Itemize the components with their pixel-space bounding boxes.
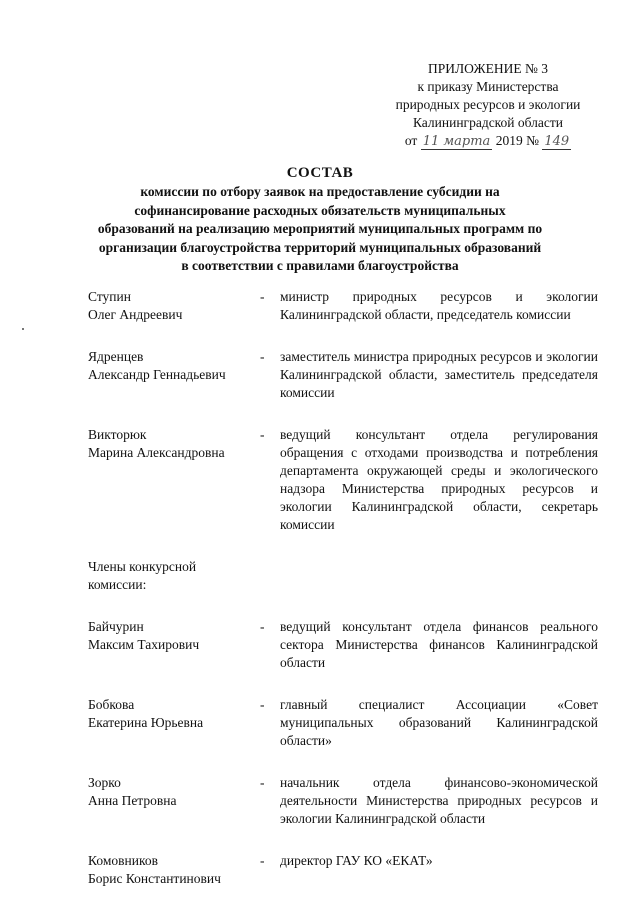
dash-separator: -: [260, 289, 265, 304]
handwritten-order-number: 149: [544, 134, 570, 149]
member-name: [88, 696, 260, 750]
member-surname: Зорко: [88, 775, 121, 790]
roster-entry: [88, 774, 598, 828]
member-role: ведущий консультант отдела финансов реального сектора Министерства финансов Калининградской области: [280, 619, 598, 670]
date-prefix: от: [404, 133, 418, 148]
roster-entry: [88, 426, 598, 534]
subtitle-line: комиссии по отбору заявок на предоставление субсидии на: [140, 184, 500, 199]
appendix-number: ПРИЛОЖЕНИЕ № 3: [427, 61, 549, 76]
member-surname: Байчурин: [88, 619, 144, 634]
roster-entry: [88, 696, 598, 750]
dash-separator: -: [260, 775, 265, 790]
subtitle-line: софинансирование расходных обязательств муниципальных: [134, 202, 506, 218]
member-name: [88, 774, 260, 828]
member-given-name: Марина Александровна: [88, 445, 225, 460]
order-year: 2019 №: [495, 133, 539, 148]
member-given-name: Олег Андреевич: [88, 307, 183, 322]
appendix-order-ref: к приказу Министерства: [417, 79, 559, 94]
appendix-region: Калининградской области: [412, 115, 564, 130]
member-role: начальник отдела финансово-экономической деятельности Министерства природных ресурсов и экологии Калининградской области: [280, 775, 598, 826]
member-role: директор ГАУ КО «ЕКАТ»: [280, 853, 433, 868]
member-role: министр природных ресурсов и экологии Калининградской области, председатель комиссии: [280, 289, 598, 322]
member-given-name: Екатерина Юрьевна: [88, 715, 204, 730]
subtitle-line: организации благоустройства территорий муниципальных образований: [98, 239, 542, 255]
dash-separator: -: [260, 619, 265, 634]
document-title: [80, 163, 560, 276]
roster-entry: [88, 618, 598, 672]
member-name: [88, 288, 260, 324]
member-given-name: Борис Константинович: [88, 871, 221, 886]
subtitle-line: в соответствии с правилами благоустройства: [181, 258, 459, 273]
dash-separator: -: [260, 349, 265, 364]
roster-entry: [88, 852, 598, 888]
members-section-label: Члены конкурсной комиссии:: [88, 559, 197, 592]
member-role: заместитель министра природных ресурсов и экологии Калининградской области, заместитель председателя комиссии: [280, 349, 598, 400]
member-role: главный специалист Ассоциации «Совет муниципальных образований Калининградской области»: [280, 697, 598, 748]
dash-separator: -: [260, 853, 265, 868]
member-role: ведущий консультант отдела регулирования обращения с отходами производства и потребления департамента окружающей среды и экологического надзора Министерства природных ресурсов и экологии Калининградской области, секретарь комиссии: [280, 427, 598, 532]
title-subtitle: [80, 183, 560, 276]
member-given-name: Анна Петровна: [88, 793, 177, 808]
dash-separator: -: [260, 697, 265, 712]
subtitle-line: образований на реализацию мероприятий муниципальных программ по: [97, 221, 543, 236]
member-name: [88, 852, 260, 888]
member-surname: Комовников: [88, 853, 158, 868]
margin-speck: [22, 328, 24, 330]
handwritten-date: 11 марта: [422, 134, 491, 149]
appendix-date-line: [370, 132, 606, 151]
member-name: [88, 618, 260, 672]
member-name: [88, 426, 260, 534]
member-surname: Бобкова: [88, 697, 135, 712]
appendix-ministry: природных ресурсов и экологии: [395, 97, 581, 112]
commission-roster: [88, 288, 598, 912]
member-given-name: Максим Тахирович: [88, 637, 200, 652]
member-surname: Викторюк: [88, 427, 147, 442]
roster-entry: [88, 348, 598, 402]
roster-entry: [88, 288, 598, 324]
member-name: [88, 348, 260, 402]
dash-separator: -: [260, 427, 265, 442]
title-heading: СОСТАВ: [286, 165, 354, 181]
member-surname: Ступин: [88, 289, 131, 304]
member-given-name: Александр Геннадьевич: [88, 367, 226, 382]
member-surname: Ядренцев: [88, 349, 144, 364]
appendix-header: [370, 60, 606, 151]
